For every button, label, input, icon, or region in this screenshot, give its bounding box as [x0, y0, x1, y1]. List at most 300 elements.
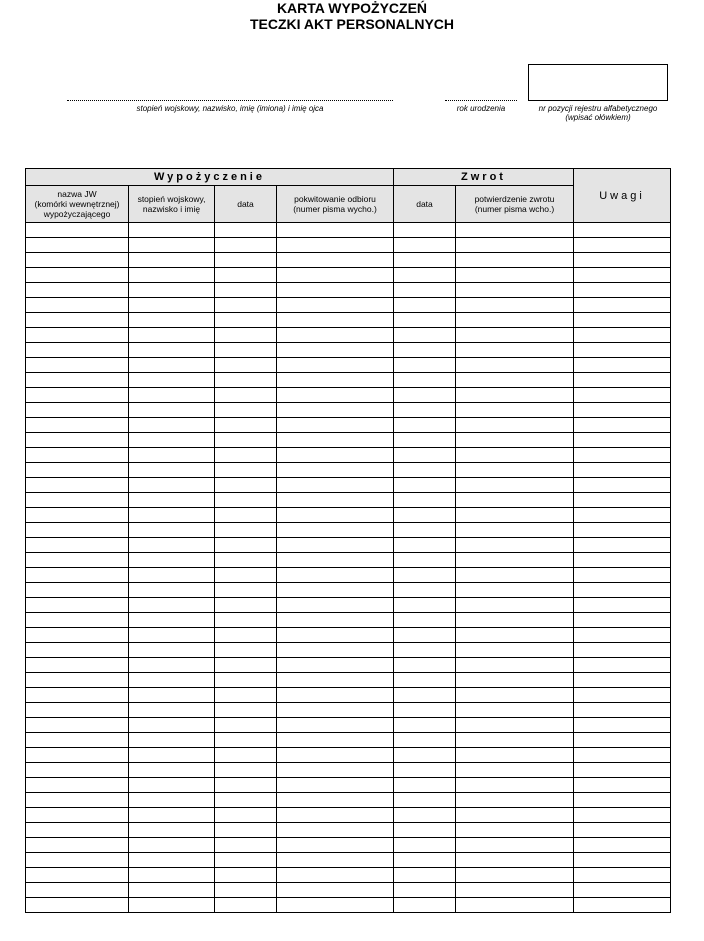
table-cell[interactable] — [26, 523, 129, 538]
table-cell[interactable] — [456, 763, 574, 778]
table-cell[interactable] — [215, 253, 277, 268]
table-cell[interactable] — [394, 568, 456, 583]
table-cell[interactable] — [277, 373, 394, 388]
table-cell[interactable] — [26, 538, 129, 553]
table-cell[interactable] — [26, 733, 129, 748]
table-cell[interactable] — [129, 718, 215, 733]
table-cell[interactable] — [215, 238, 277, 253]
table-cell[interactable] — [574, 358, 671, 373]
table-cell[interactable] — [456, 883, 574, 898]
table-cell[interactable] — [129, 538, 215, 553]
table-cell[interactable] — [394, 463, 456, 478]
table-cell[interactable] — [394, 433, 456, 448]
table-cell[interactable] — [215, 448, 277, 463]
table-cell[interactable] — [394, 313, 456, 328]
table-cell[interactable] — [277, 658, 394, 673]
table-cell[interactable] — [215, 598, 277, 613]
table-cell[interactable] — [456, 553, 574, 568]
birth-year-field[interactable] — [445, 88, 517, 113]
table-cell[interactable] — [129, 343, 215, 358]
table-cell[interactable] — [26, 838, 129, 853]
table-cell[interactable] — [456, 283, 574, 298]
table-cell[interactable] — [129, 253, 215, 268]
table-cell[interactable] — [456, 628, 574, 643]
table-cell[interactable] — [215, 493, 277, 508]
table-cell[interactable] — [574, 238, 671, 253]
table-cell[interactable] — [277, 778, 394, 793]
table-cell[interactable] — [456, 418, 574, 433]
table-cell[interactable] — [277, 283, 394, 298]
table-cell[interactable] — [277, 313, 394, 328]
table-cell[interactable] — [215, 868, 277, 883]
table-cell[interactable] — [574, 733, 671, 748]
table-cell[interactable] — [394, 703, 456, 718]
table-cell[interactable] — [26, 703, 129, 718]
table-cell[interactable] — [574, 763, 671, 778]
table-cell[interactable] — [574, 373, 671, 388]
table-cell[interactable] — [215, 298, 277, 313]
table-cell[interactable] — [574, 508, 671, 523]
table-cell[interactable] — [129, 328, 215, 343]
table-cell[interactable] — [215, 898, 277, 913]
table-cell[interactable] — [215, 463, 277, 478]
table-cell[interactable] — [574, 523, 671, 538]
table-cell[interactable] — [129, 688, 215, 703]
table-cell[interactable] — [26, 763, 129, 778]
table-cell[interactable] — [574, 433, 671, 448]
table-cell[interactable] — [277, 238, 394, 253]
table-cell[interactable] — [277, 448, 394, 463]
table-cell[interactable] — [129, 568, 215, 583]
table-cell[interactable] — [574, 808, 671, 823]
table-cell[interactable] — [215, 223, 277, 238]
table-cell[interactable] — [574, 253, 671, 268]
table-cell[interactable] — [456, 433, 574, 448]
table-cell[interactable] — [215, 283, 277, 298]
table-cell[interactable] — [456, 838, 574, 853]
table-cell[interactable] — [394, 403, 456, 418]
table-cell[interactable] — [26, 568, 129, 583]
table-cell[interactable] — [574, 388, 671, 403]
table-cell[interactable] — [456, 253, 574, 268]
table-cell[interactable] — [215, 328, 277, 343]
table-cell[interactable] — [215, 358, 277, 373]
table-cell[interactable] — [456, 493, 574, 508]
table-cell[interactable] — [456, 643, 574, 658]
table-cell[interactable] — [215, 703, 277, 718]
table-cell[interactable] — [277, 703, 394, 718]
table-cell[interactable] — [394, 898, 456, 913]
table-cell[interactable] — [129, 853, 215, 868]
table-cell[interactable] — [394, 373, 456, 388]
table-cell[interactable] — [574, 703, 671, 718]
table-cell[interactable] — [456, 613, 574, 628]
table-cell[interactable] — [277, 583, 394, 598]
table-cell[interactable] — [456, 523, 574, 538]
table-cell[interactable] — [456, 358, 574, 373]
table-cell[interactable] — [394, 508, 456, 523]
table-cell[interactable] — [574, 343, 671, 358]
table-cell[interactable] — [26, 478, 129, 493]
table-cell[interactable] — [215, 613, 277, 628]
table-cell[interactable] — [26, 778, 129, 793]
table-cell[interactable] — [277, 823, 394, 838]
table-cell[interactable] — [456, 823, 574, 838]
table-cell[interactable] — [394, 808, 456, 823]
table-cell[interactable] — [574, 538, 671, 553]
table-cell[interactable] — [26, 313, 129, 328]
table-cell[interactable] — [277, 868, 394, 883]
table-cell[interactable] — [215, 658, 277, 673]
table-cell[interactable] — [129, 523, 215, 538]
table-cell[interactable] — [456, 733, 574, 748]
table-cell[interactable] — [26, 883, 129, 898]
table-cell[interactable] — [394, 673, 456, 688]
table-cell[interactable] — [215, 403, 277, 418]
name-dotted-line[interactable] — [67, 100, 393, 101]
table-cell[interactable] — [26, 583, 129, 598]
table-cell[interactable] — [129, 868, 215, 883]
table-cell[interactable] — [574, 403, 671, 418]
table-cell[interactable] — [277, 403, 394, 418]
table-cell[interactable] — [26, 328, 129, 343]
table-cell[interactable] — [26, 898, 129, 913]
table-cell[interactable] — [394, 778, 456, 793]
table-cell[interactable] — [277, 298, 394, 313]
table-cell[interactable] — [277, 568, 394, 583]
table-cell[interactable] — [26, 673, 129, 688]
table-cell[interactable] — [574, 613, 671, 628]
table-cell[interactable] — [277, 733, 394, 748]
table-cell[interactable] — [129, 298, 215, 313]
table-cell[interactable] — [215, 763, 277, 778]
table-cell[interactable] — [574, 418, 671, 433]
table-cell[interactable] — [456, 238, 574, 253]
table-cell[interactable] — [26, 373, 129, 388]
table-cell[interactable] — [129, 358, 215, 373]
table-cell[interactable] — [277, 328, 394, 343]
table-cell[interactable] — [129, 778, 215, 793]
table-cell[interactable] — [574, 673, 671, 688]
table-cell[interactable] — [394, 283, 456, 298]
table-cell[interactable] — [394, 883, 456, 898]
table-cell[interactable] — [215, 688, 277, 703]
table-cell[interactable] — [456, 718, 574, 733]
table-cell[interactable] — [277, 628, 394, 643]
table-cell[interactable] — [574, 658, 671, 673]
table-cell[interactable] — [215, 568, 277, 583]
table-cell[interactable] — [394, 553, 456, 568]
table-cell[interactable] — [574, 568, 671, 583]
table-cell[interactable] — [129, 883, 215, 898]
table-cell[interactable] — [26, 253, 129, 268]
table-cell[interactable] — [456, 313, 574, 328]
table-cell[interactable] — [394, 613, 456, 628]
table-cell[interactable] — [129, 433, 215, 448]
table-cell[interactable] — [394, 853, 456, 868]
table-cell[interactable] — [394, 718, 456, 733]
table-cell[interactable] — [456, 223, 574, 238]
table-cell[interactable] — [277, 718, 394, 733]
table-cell[interactable] — [456, 388, 574, 403]
table-cell[interactable] — [277, 643, 394, 658]
table-cell[interactable] — [456, 658, 574, 673]
table-cell[interactable] — [277, 358, 394, 373]
table-cell[interactable] — [277, 613, 394, 628]
table-cell[interactable] — [456, 343, 574, 358]
register-number-box[interactable] — [528, 64, 668, 101]
table-cell[interactable] — [456, 268, 574, 283]
table-cell[interactable] — [456, 448, 574, 463]
table-cell[interactable] — [277, 538, 394, 553]
table-cell[interactable] — [129, 493, 215, 508]
table-cell[interactable] — [456, 703, 574, 718]
table-cell[interactable] — [277, 598, 394, 613]
table-cell[interactable] — [26, 433, 129, 448]
table-cell[interactable] — [277, 748, 394, 763]
table-cell[interactable] — [26, 268, 129, 283]
table-cell[interactable] — [394, 343, 456, 358]
table-cell[interactable] — [129, 658, 215, 673]
table-cell[interactable] — [574, 793, 671, 808]
table-cell[interactable] — [394, 628, 456, 643]
table-cell[interactable] — [26, 808, 129, 823]
table-cell[interactable] — [129, 223, 215, 238]
table-cell[interactable] — [574, 553, 671, 568]
table-cell[interactable] — [574, 778, 671, 793]
table-cell[interactable] — [129, 838, 215, 853]
table-cell[interactable] — [456, 373, 574, 388]
table-cell[interactable] — [574, 478, 671, 493]
table-cell[interactable] — [574, 268, 671, 283]
table-cell[interactable] — [277, 808, 394, 823]
table-cell[interactable] — [26, 508, 129, 523]
table-cell[interactable] — [277, 523, 394, 538]
table-cell[interactable] — [574, 328, 671, 343]
table-cell[interactable] — [456, 598, 574, 613]
table-cell[interactable] — [129, 508, 215, 523]
table-cell[interactable] — [574, 748, 671, 763]
table-cell[interactable] — [277, 478, 394, 493]
name-field[interactable] — [67, 88, 393, 113]
table-cell[interactable] — [277, 268, 394, 283]
table-cell[interactable] — [277, 673, 394, 688]
table-cell[interactable] — [394, 643, 456, 658]
table-cell[interactable] — [456, 853, 574, 868]
table-cell[interactable] — [277, 493, 394, 508]
table-cell[interactable] — [277, 253, 394, 268]
table-cell[interactable] — [456, 898, 574, 913]
table-cell[interactable] — [26, 793, 129, 808]
table-cell[interactable] — [574, 868, 671, 883]
table-cell[interactable] — [394, 733, 456, 748]
table-cell[interactable] — [277, 433, 394, 448]
table-cell[interactable] — [277, 418, 394, 433]
table-cell[interactable] — [215, 343, 277, 358]
table-cell[interactable] — [394, 268, 456, 283]
table-cell[interactable] — [26, 403, 129, 418]
table-cell[interactable] — [574, 313, 671, 328]
table-cell[interactable] — [574, 643, 671, 658]
table-cell[interactable] — [215, 268, 277, 283]
table-cell[interactable] — [26, 493, 129, 508]
table-cell[interactable] — [129, 823, 215, 838]
table-cell[interactable] — [574, 688, 671, 703]
table-cell[interactable] — [129, 613, 215, 628]
table-cell[interactable] — [26, 748, 129, 763]
table-cell[interactable] — [277, 223, 394, 238]
table-cell[interactable] — [574, 283, 671, 298]
table-cell[interactable] — [129, 388, 215, 403]
table-cell[interactable] — [394, 298, 456, 313]
table-cell[interactable] — [215, 853, 277, 868]
table-cell[interactable] — [456, 403, 574, 418]
table-cell[interactable] — [394, 688, 456, 703]
table-cell[interactable] — [26, 658, 129, 673]
table-cell[interactable] — [456, 673, 574, 688]
table-cell[interactable] — [574, 583, 671, 598]
table-cell[interactable] — [456, 793, 574, 808]
table-cell[interactable] — [215, 808, 277, 823]
table-cell[interactable] — [394, 358, 456, 373]
table-cell[interactable] — [215, 433, 277, 448]
table-cell[interactable] — [129, 763, 215, 778]
table-cell[interactable] — [215, 643, 277, 658]
table-cell[interactable] — [129, 478, 215, 493]
table-cell[interactable] — [215, 883, 277, 898]
table-cell[interactable] — [456, 808, 574, 823]
table-cell[interactable] — [129, 808, 215, 823]
table-cell[interactable] — [456, 778, 574, 793]
table-cell[interactable] — [456, 328, 574, 343]
table-cell[interactable] — [26, 238, 129, 253]
table-cell[interactable] — [129, 733, 215, 748]
table-cell[interactable] — [215, 583, 277, 598]
table-cell[interactable] — [215, 478, 277, 493]
table-cell[interactable] — [277, 553, 394, 568]
table-cell[interactable] — [129, 628, 215, 643]
table-cell[interactable] — [215, 418, 277, 433]
table-cell[interactable] — [129, 583, 215, 598]
table-cell[interactable] — [574, 823, 671, 838]
table-cell[interactable] — [456, 568, 574, 583]
table-cell[interactable] — [215, 538, 277, 553]
table-cell[interactable] — [394, 823, 456, 838]
table-cell[interactable] — [215, 553, 277, 568]
table-cell[interactable] — [26, 613, 129, 628]
table-cell[interactable] — [574, 223, 671, 238]
table-cell[interactable] — [456, 508, 574, 523]
table-cell[interactable] — [26, 823, 129, 838]
table-cell[interactable] — [574, 628, 671, 643]
table-cell[interactable] — [26, 283, 129, 298]
table-cell[interactable] — [26, 553, 129, 568]
table-cell[interactable] — [394, 838, 456, 853]
table-cell[interactable] — [215, 508, 277, 523]
table-cell[interactable] — [129, 673, 215, 688]
table-cell[interactable] — [277, 898, 394, 913]
table-cell[interactable] — [129, 313, 215, 328]
table-cell[interactable] — [129, 748, 215, 763]
table-cell[interactable] — [26, 448, 129, 463]
table-cell[interactable] — [394, 388, 456, 403]
table-cell[interactable] — [394, 793, 456, 808]
table-cell[interactable] — [215, 388, 277, 403]
table-cell[interactable] — [215, 823, 277, 838]
table-cell[interactable] — [215, 373, 277, 388]
table-cell[interactable] — [456, 538, 574, 553]
table-cell[interactable] — [129, 463, 215, 478]
table-cell[interactable] — [129, 283, 215, 298]
table-cell[interactable] — [26, 343, 129, 358]
table-cell[interactable] — [394, 223, 456, 238]
table-cell[interactable] — [277, 343, 394, 358]
table-cell[interactable] — [394, 478, 456, 493]
table-cell[interactable] — [277, 793, 394, 808]
table-cell[interactable] — [26, 358, 129, 373]
table-cell[interactable] — [277, 853, 394, 868]
table-cell[interactable] — [129, 598, 215, 613]
table-cell[interactable] — [129, 553, 215, 568]
table-cell[interactable] — [215, 778, 277, 793]
table-cell[interactable] — [215, 838, 277, 853]
table-cell[interactable] — [394, 328, 456, 343]
table-cell[interactable] — [456, 748, 574, 763]
table-cell[interactable] — [394, 538, 456, 553]
table-cell[interactable] — [456, 583, 574, 598]
table-cell[interactable] — [394, 598, 456, 613]
table-cell[interactable] — [394, 238, 456, 253]
table-cell[interactable] — [394, 868, 456, 883]
table-cell[interactable] — [574, 493, 671, 508]
table-cell[interactable] — [277, 508, 394, 523]
table-cell[interactable] — [277, 763, 394, 778]
table-cell[interactable] — [26, 463, 129, 478]
table-cell[interactable] — [277, 688, 394, 703]
table-cell[interactable] — [456, 463, 574, 478]
table-cell[interactable] — [394, 748, 456, 763]
table-cell[interactable] — [277, 838, 394, 853]
table-cell[interactable] — [215, 628, 277, 643]
table-cell[interactable] — [394, 658, 456, 673]
table-cell[interactable] — [574, 853, 671, 868]
table-cell[interactable] — [129, 703, 215, 718]
table-cell[interactable] — [215, 523, 277, 538]
table-cell[interactable] — [26, 643, 129, 658]
table-cell[interactable] — [129, 373, 215, 388]
table-cell[interactable] — [456, 868, 574, 883]
table-cell[interactable] — [129, 793, 215, 808]
table-cell[interactable] — [574, 898, 671, 913]
table-cell[interactable] — [456, 298, 574, 313]
table-cell[interactable] — [215, 718, 277, 733]
table-cell[interactable] — [26, 298, 129, 313]
table-cell[interactable] — [215, 313, 277, 328]
table-cell[interactable] — [129, 268, 215, 283]
table-cell[interactable] — [26, 688, 129, 703]
table-cell[interactable] — [394, 583, 456, 598]
table-cell[interactable] — [215, 793, 277, 808]
table-cell[interactable] — [394, 493, 456, 508]
table-cell[interactable] — [574, 598, 671, 613]
table-cell[interactable] — [394, 448, 456, 463]
table-cell[interactable] — [277, 388, 394, 403]
table-cell[interactable] — [277, 883, 394, 898]
table-cell[interactable] — [215, 673, 277, 688]
table-cell[interactable] — [26, 223, 129, 238]
table-cell[interactable] — [277, 463, 394, 478]
table-cell[interactable] — [394, 523, 456, 538]
